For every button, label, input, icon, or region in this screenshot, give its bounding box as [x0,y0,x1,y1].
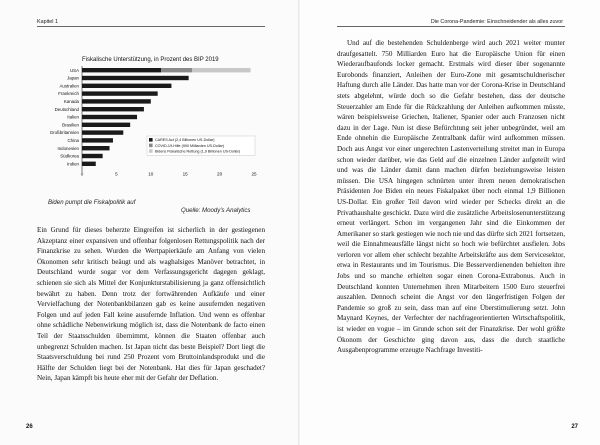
chart-category-label: Großbritannien [49,130,79,136]
chart-tick-label: 20 [217,171,223,177]
left-paragraph: Ein Grund für dieses beherzte Eingreifen ist sicherlich in der gestiegenen Akzeptanz einer expansiven und offenbar folgenlosen Rettungspolitik nach der Finanzkrise zu sehen. Wurden die Wertpapierkäufe am Anfang von vielen Ökonomen sehr kritisch beäugt und als waghalsiges Manöver betrachtet, in Deutschland wurde sogar vor dem Verfassungsgericht dagegen geklagt, schienen sie sich als Mittel der Konjunkturstabilisierung ja ganz offensichtlich bewährt zu haben. Denn trotz der fortwährenden Aufkäufe und einer Vervielfachung der Notenbankbilanzen gab es keine ausufernden negativen Folgen und auf jeden Fall keine ausufernde Inflation. Und wenn es offenbar ohne schädliche Nebenwirkung möglich ist, dass die Notenbank de facto einen Teil der Staatsschulden übernimmt, können die Staaten offenbar auch unbegrenzt Schulden machen. Ist Japan nicht das beste Beispiel? Dort liegt die Staatsverschuldung bei rund 250 Prozent vom Bruttoinlandsprodukt und die Hälfte der Schulden liegt bei der Notenbank. Hat dies für Japan geschadet? Nein, Japan kämpft bis heute eher mit der Gefahr der Deflation. [37,226,265,383]
chart-category-label: Frankreich [58,91,79,97]
chart-bar [82,115,137,119]
chart-source: Quelle: Moody’s Analytics [181,207,251,214]
chart-category-label: Italien [67,114,79,120]
chart-bar [82,154,103,158]
header-rule [337,26,565,27]
chart-tick-label: 5 [115,171,118,177]
chart-bar [82,107,144,111]
chart-bar [82,162,96,166]
chart-bar [192,68,250,72]
chart-category-label: Brasilien [62,122,79,128]
chart-bar [82,76,189,80]
chart-bar [82,123,130,127]
chart-category-label: Kanada [63,99,79,104]
chart-category-label: Indonesien [57,145,79,151]
right-body-text [337,38,565,356]
header-rule [37,26,265,27]
chart-bar [82,91,158,95]
chart-category-label: Deutschland [54,106,79,112]
chart-category-label: Australien [59,83,79,89]
chart-bar [82,130,123,134]
chart-legend-swatch [149,144,153,148]
page-number-right: 27 [571,424,578,430]
chart-category-label: Südkorea [60,153,79,159]
left-body-text [37,225,265,384]
chapter-header: Kapitel 1 [37,19,58,25]
chart-bar [82,146,110,150]
chart-bar [161,68,192,72]
chart-category-label: USA [69,67,79,73]
chart-bar [82,99,151,103]
chart-legend-swatch [149,149,153,153]
chart-caption: Biden pumpt die Fiskalpolitik auf [48,199,136,206]
chart-legend-label: Bidens Fiskalische Rettung (1,9 Billionen US-Dollar) [155,149,241,154]
right-page [300,0,600,445]
chart-tick-label: 0 [80,171,84,177]
fiscal-support-chart [48,52,264,180]
chart-legend-label: CARES Act (2,4 Billionen US-Dollar) [155,138,215,143]
chart-bar [82,84,171,88]
chart-category-label: Japan [67,75,79,81]
chart-title: Fiskalische Unterstützung, in Prozent des BIP 2019 [82,57,219,63]
section-header: Die Corona-Pandemie: Einschneidender als alles zuvor [430,19,563,25]
chart-category-label: Indien [67,161,79,167]
chart-tick-label: 25 [251,171,257,177]
page-number-left: 26 [26,424,33,430]
chart-tick-label: 10 [148,171,154,177]
chart-bar [82,138,113,142]
right-paragraph: Und auf die bestehenden Schuldenberge wird auch 2021 weiter munter draufgesattelt. 750 Milliarden Euro hat die Europäische Union für einen Wiederaufbaufonds locker gemacht. Erstmals wird dieser über sogenannte Eurobonds finanziert, Anleihen der Euro-Zone mit gesamtschuldnerischer Haftung durch alle Länder. Das hatte man vor der Corona-Krise in Deutschland stets abgelehnt, würde doch so die Gefahr bestehen, dass der deutsche Steuerzahler am Ende für die Rückzahlung der Anleihen aufkommen müsste, wären beispielsweise Griechen, Italiener, Spanier oder auch Franzosen nicht dazu in der Lage. Nun ist diese Befürchtung seit jeher unbegründet, weil am Ende ohnehin die Europäische Zentralbank dafür wird aufkommen müssen. Doch aus Angst vor einer ungerechten Lastenverteilung streitet man in Europa schon wieder darüber, wie das Geld auf die einzelnen Länder aufgeteilt wird und was die Länder damit dann machen dürfen beziehungsweise leisten müssen. Die USA hingegen schnürten unter ihrem neuen demokratischen Präsidenten Joe Biden ein neues Fiskalpaket über noch einmal 1,9 Billionen US-Dollar. Ein großer Teil davon wird wieder per Schecks direkt an die Privathaushalte geschickt. Dazu wird die zusätzliche Arbeitslosenunterstützung erneut verlängert. Schon im vergangenen Jahr sind die Einkommen der Amerikaner so stark gestiegen wie noch nie und das dürfte sich 2021 fortsetzen, weil die Einnahmeausfälle längst nicht so hoch wie befürchtet ausfielen. Jobs verloren vor allem eher schlecht bezahlte Arbeitskräfte aus dem Servicesektor, etwa in Restaurants und im Tourismus. Die Besserverdienenden behielten ihre Jobs und so manche erhielten sogar einen Corona-Extrabonus. Auch in Deutschland konnten Unternehmen ihren Mitarbeitern 1500 Euro steuerfrei auszahlen. Dennoch scheint die Angst vor den längerfristigen Folgen der Pandemie so groß zu sein, dass man auf eine Überstimulierung setzt. John Maynard Keynes, der Verfechter der nachfrageorientierten Wirtschaftspolitik, ist wieder en vogue – im Grunde schon seit der Finanzkrise. Der wohl größte Ökonom der Geschichte ging davon aus, dass die durch staatliche Ausgabenprogramme erzeugte Nachfrage Investiti- [337,39,565,355]
chart-category-label: China [67,138,79,143]
chart-legend-label: COVID-19-Hilfe (900 Milliarden US-Dollar) [155,143,225,148]
chart-tick-label: 15 [182,171,188,177]
chart-legend-swatch [149,138,153,142]
chart-bar [82,68,161,72]
